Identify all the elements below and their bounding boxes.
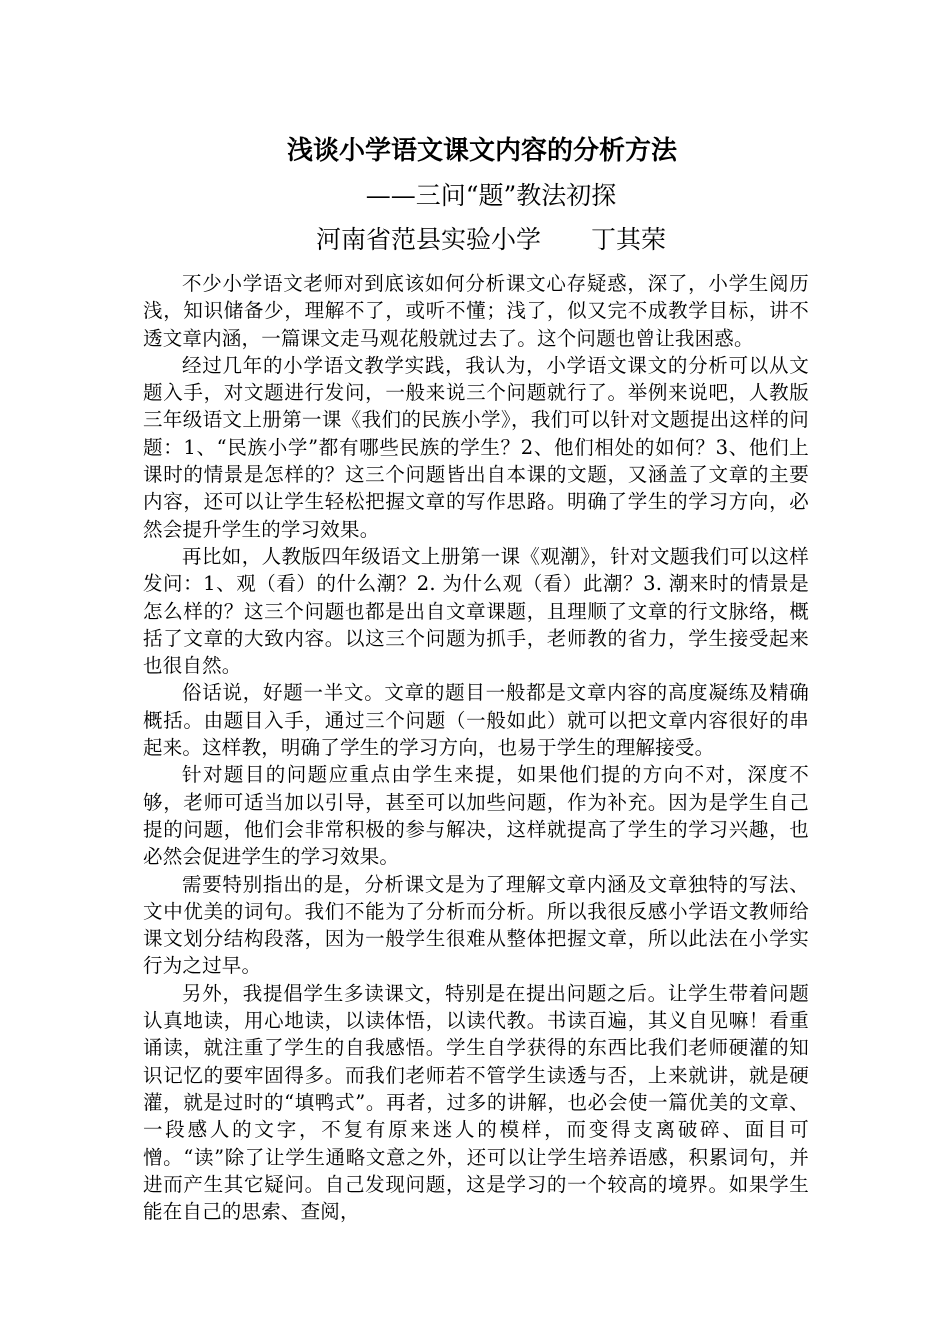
document-subtitle: ——三问“题”教法初探 — [365, 181, 617, 210]
paragraph: 俗话说，好题一半文。文章的题目一般都是文章内容的高度凝练及精确概括。由题目入手，通过三个问题（一般如此）就可以把文章内容很好的串起来。这样教，明确了学生的学习方向，也易于学生的理解接受。 — [143, 681, 809, 760]
document-author: 河南省范县实验小学 丁其荣 — [315, 225, 666, 254]
paragraph: 经过几年的小学语文教学实践，我认为，小学语文课文的分析可以从文题入手，对文题进行发问，一般来说三个问题就行了。举例来说吧，人教版三年级语文上册第一课《我们的民族小学》，我们可以针对文题提出这样的问题：1、“民族小学”都有哪些民族的学生？2、他们相处的如何？3、他们上课时的情景是怎样的？这三个问题皆出自本课的文题，又涵盖了文章的主要内容，还可以让学生轻松把握文章的写作思路。明确了学生的学习方向，必然会提升学生的学习效果。 — [143, 353, 809, 541]
paragraph: 不少小学语文老师对到底该如何分析课文心存疑惑，深了，小学生阅历浅，知识储备少，理解不了，或听不懂；浅了，似又完不成教学目标，讲不透文章内涵，一篇课文走马观花般就过去了。这个问题也曾让我困惑。 — [143, 272, 809, 350]
paragraph: 再比如，人教版四年级语文上册第一课《观潮》，针对文题我们可以这样发问：1、观（看）的什么潮？2. 为什么观（看）此潮？3. 潮来时的情景是怎么样的？这三个问题也都是出自文章课题，且理顺了文章的行文脉络，概括了文章的大致内容。以这三个问题为抓手，老师教的省力，学生接受起来也很自然。 — [143, 544, 809, 678]
paragraph: 针对题目的问题应重点由学生来提，如果他们提的方向不对，深度不够，老师可适当加以引导，甚至可以加些问题，作为补充。因为是学生自己提的问题，他们会非常积极的参与解决，这样就提高了学生的学习兴趣，也必然会促进学生的学习效果。 — [143, 763, 809, 869]
document-title: 浅谈小学语文课文内容的分析方法 — [286, 136, 677, 166]
paragraph: 需要特别指出的是，分析课文是为了理解文章内涵及文章独特的写法、文中优美的词句。我们不能为了分析而分析。所以我很反感小学语文教师给课文划分结构段落，因为一般学生很难从整体把握文章，所以此法在小学实行为之过早。 — [143, 872, 809, 978]
paragraph: 另外，我提倡学生多读课文，特别是在提出问题之后。让学生带着问题认真地读，用心地读，以读体悟，以读代教。书读百遍，其义自见嘛！看重诵读，就注重了学生的自我感悟。学生自学获得的东西比我们老师硬灌的知识记忆的要牢固得多。而我们老师若不管学生读透与否，上来就讲，就是硬灌，就是过时的“填鸭式”。再者，过多的讲解，也必会使一篇优美的文章、一段感人的文字，不复有原来迷人的模样，而变得支离破碎、面目可憎。“读”除了让学生通略文意之外，还可以让学生培养语感，积累词句，并进而产生其它疑问。自己发现问题，这是学习的一个较高的境界。如果学生能在自己的思索、查阅， — [143, 981, 809, 1224]
document-page — [143, 128, 809, 1225]
document-body — [143, 270, 809, 1225]
